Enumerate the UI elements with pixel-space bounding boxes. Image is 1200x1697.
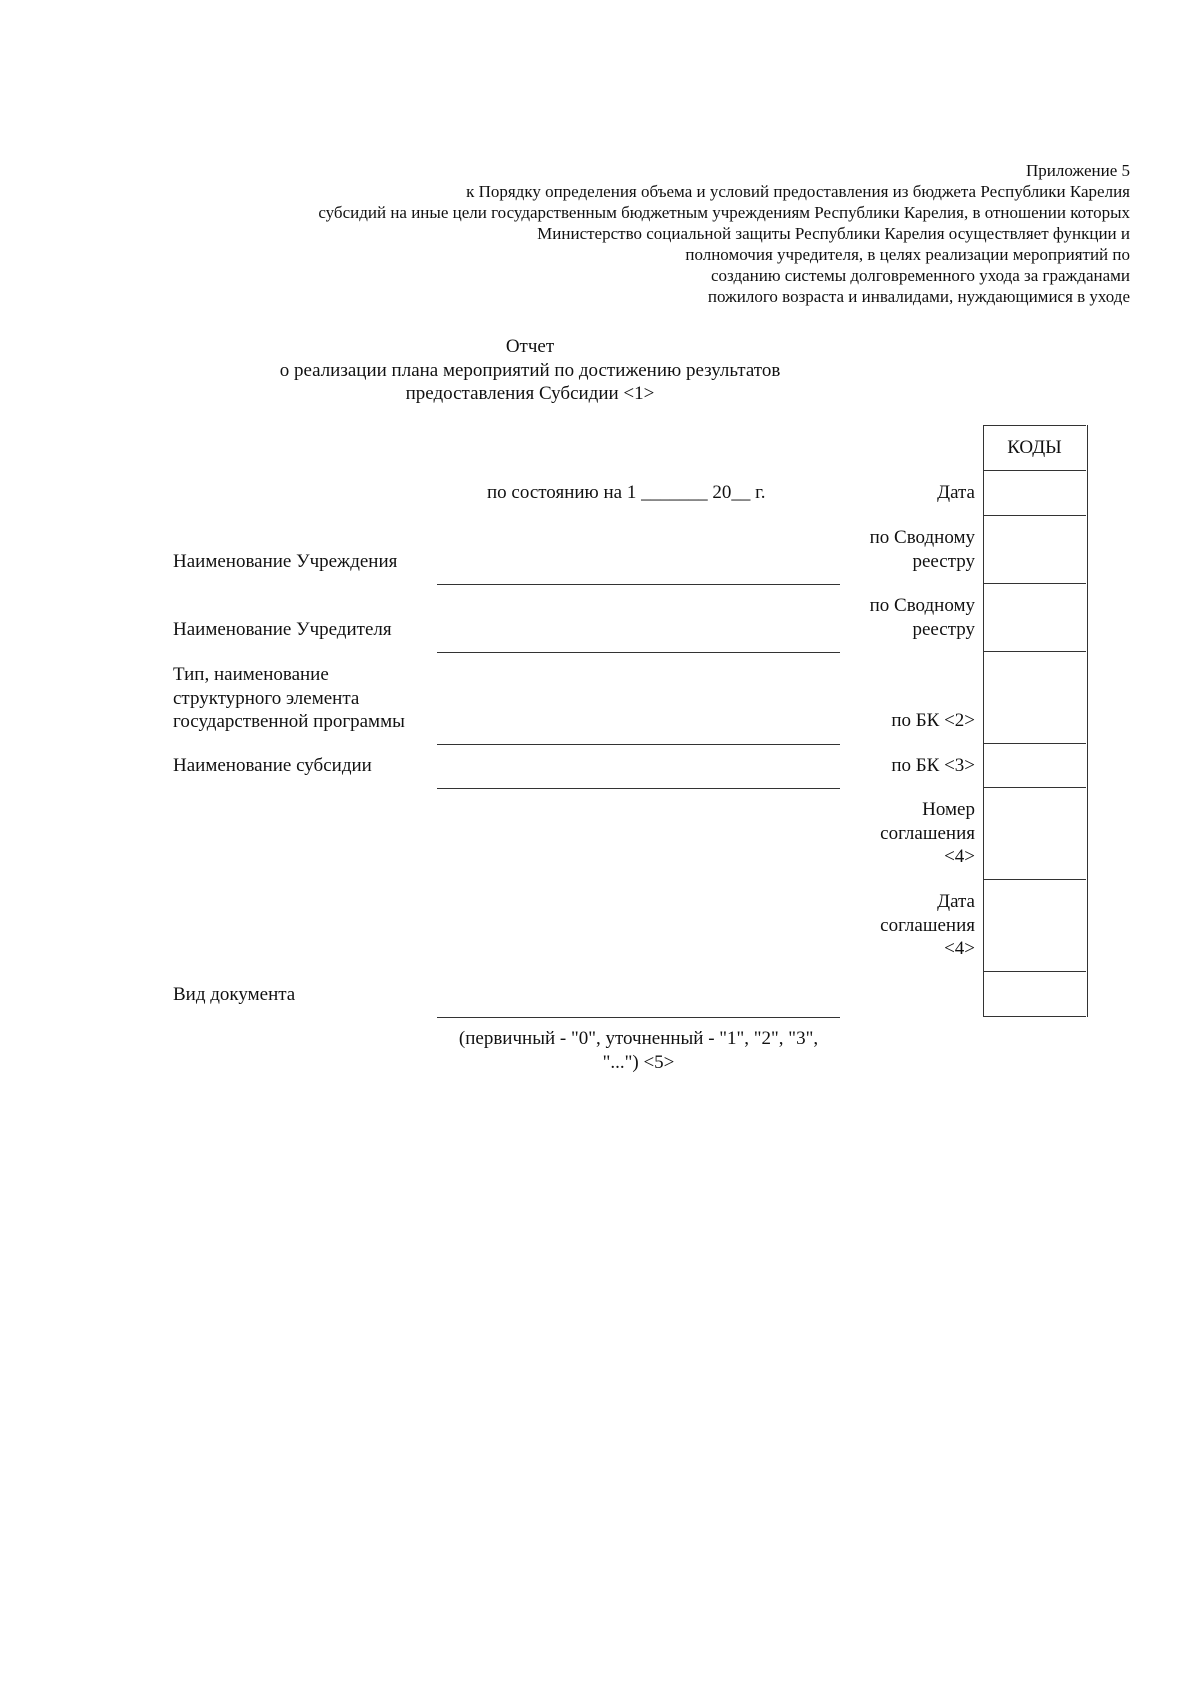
label-agreement-date: [795, 890, 975, 961]
label-line: Тип, наименование: [173, 664, 329, 685]
note-line: (первичный - "0", уточненный - "1", "2", "3",: [458, 1028, 819, 1049]
appendix-line: Приложение 5: [1026, 161, 1130, 180]
label-registry-2: [795, 594, 975, 641]
program-element-field[interactable]: [437, 744, 840, 745]
appendix-line: созданию системы долговременного ухода за гражданами: [711, 266, 1130, 285]
appendix-line: пожилого возраста и инвалидами, нуждающимися в уходе: [707, 287, 1130, 306]
title-line: Отчет: [505, 336, 555, 357]
code-cell-bk-3[interactable]: [983, 743, 1086, 744]
label-founder-name: Наименование Учредителя: [173, 619, 392, 640]
report-title: [230, 335, 830, 406]
codes-bottom-border: [983, 1016, 1086, 1017]
label-line: Дата: [937, 891, 975, 912]
code-cell-agreement-number[interactable]: [983, 787, 1086, 788]
label-subsidy-name: Наименование субсидии: [173, 755, 372, 776]
label-line: соглашения: [880, 822, 975, 844]
codes-header: КОДЫ: [1007, 437, 1062, 458]
label-date: Дата: [937, 482, 975, 503]
label-program-element: [173, 663, 405, 734]
label-line: структурного элемента: [173, 687, 360, 709]
title-line: о реализации плана мероприятий по достижению результатов: [279, 359, 781, 381]
label-bk-2: по БК <2>: [891, 710, 975, 731]
label-bk-3: по БК <3>: [891, 755, 975, 776]
label-line: реестру: [912, 618, 975, 640]
label-registry-1: [795, 526, 975, 573]
appendix-line: Министерство социальной защиты Республики Карелия осуществляет функции и: [537, 224, 1130, 243]
label-line: реестру: [912, 550, 975, 572]
label-line: по Сводному: [869, 595, 975, 616]
label-agreement-number: [795, 798, 975, 869]
code-cell-date[interactable]: [983, 470, 1086, 471]
appendix-line: субсидий на иные цели государственным бюджетным учреждениям Республики Карелия, в отношении которых: [318, 203, 1130, 222]
code-cell-doc-type[interactable]: [983, 971, 1086, 972]
appendix-line: полномочия учредителя, в целях реализации мероприятий по: [685, 245, 1130, 264]
label-institution-name: Наименование Учреждения: [173, 551, 398, 572]
code-cell-bk-2[interactable]: [983, 651, 1086, 652]
label-line: соглашения: [880, 914, 975, 936]
founder-name-field[interactable]: [437, 652, 840, 653]
appendix-line: к Порядку определения объема и условий предоставления из бюджета Республики Карелия: [466, 182, 1130, 201]
date-as-of: по состоянию на 1 _______ 20__ г.: [487, 482, 766, 503]
note-line: "...") <5>: [602, 1051, 675, 1073]
label-document-type: Вид документа: [173, 984, 296, 1005]
institution-name-field[interactable]: [437, 584, 840, 585]
label-line: <4>: [944, 846, 975, 867]
code-cell-agreement-date[interactable]: [983, 879, 1086, 880]
document-type-note: [437, 1027, 840, 1074]
label-line: государственной программы: [173, 711, 405, 732]
document-type-field[interactable]: [437, 1017, 840, 1018]
label-line: <4>: [944, 938, 975, 959]
codes-table: [983, 425, 1088, 1017]
code-cell-registry-2[interactable]: [983, 583, 1086, 584]
code-cell-registry-1[interactable]: [983, 515, 1086, 516]
label-line: Номер: [922, 799, 975, 820]
label-line: по Сводному: [869, 527, 975, 548]
title-line: предоставления Субсидии <1>: [405, 383, 655, 404]
subsidy-name-field[interactable]: [437, 788, 840, 789]
appendix-header: [230, 160, 1130, 307]
